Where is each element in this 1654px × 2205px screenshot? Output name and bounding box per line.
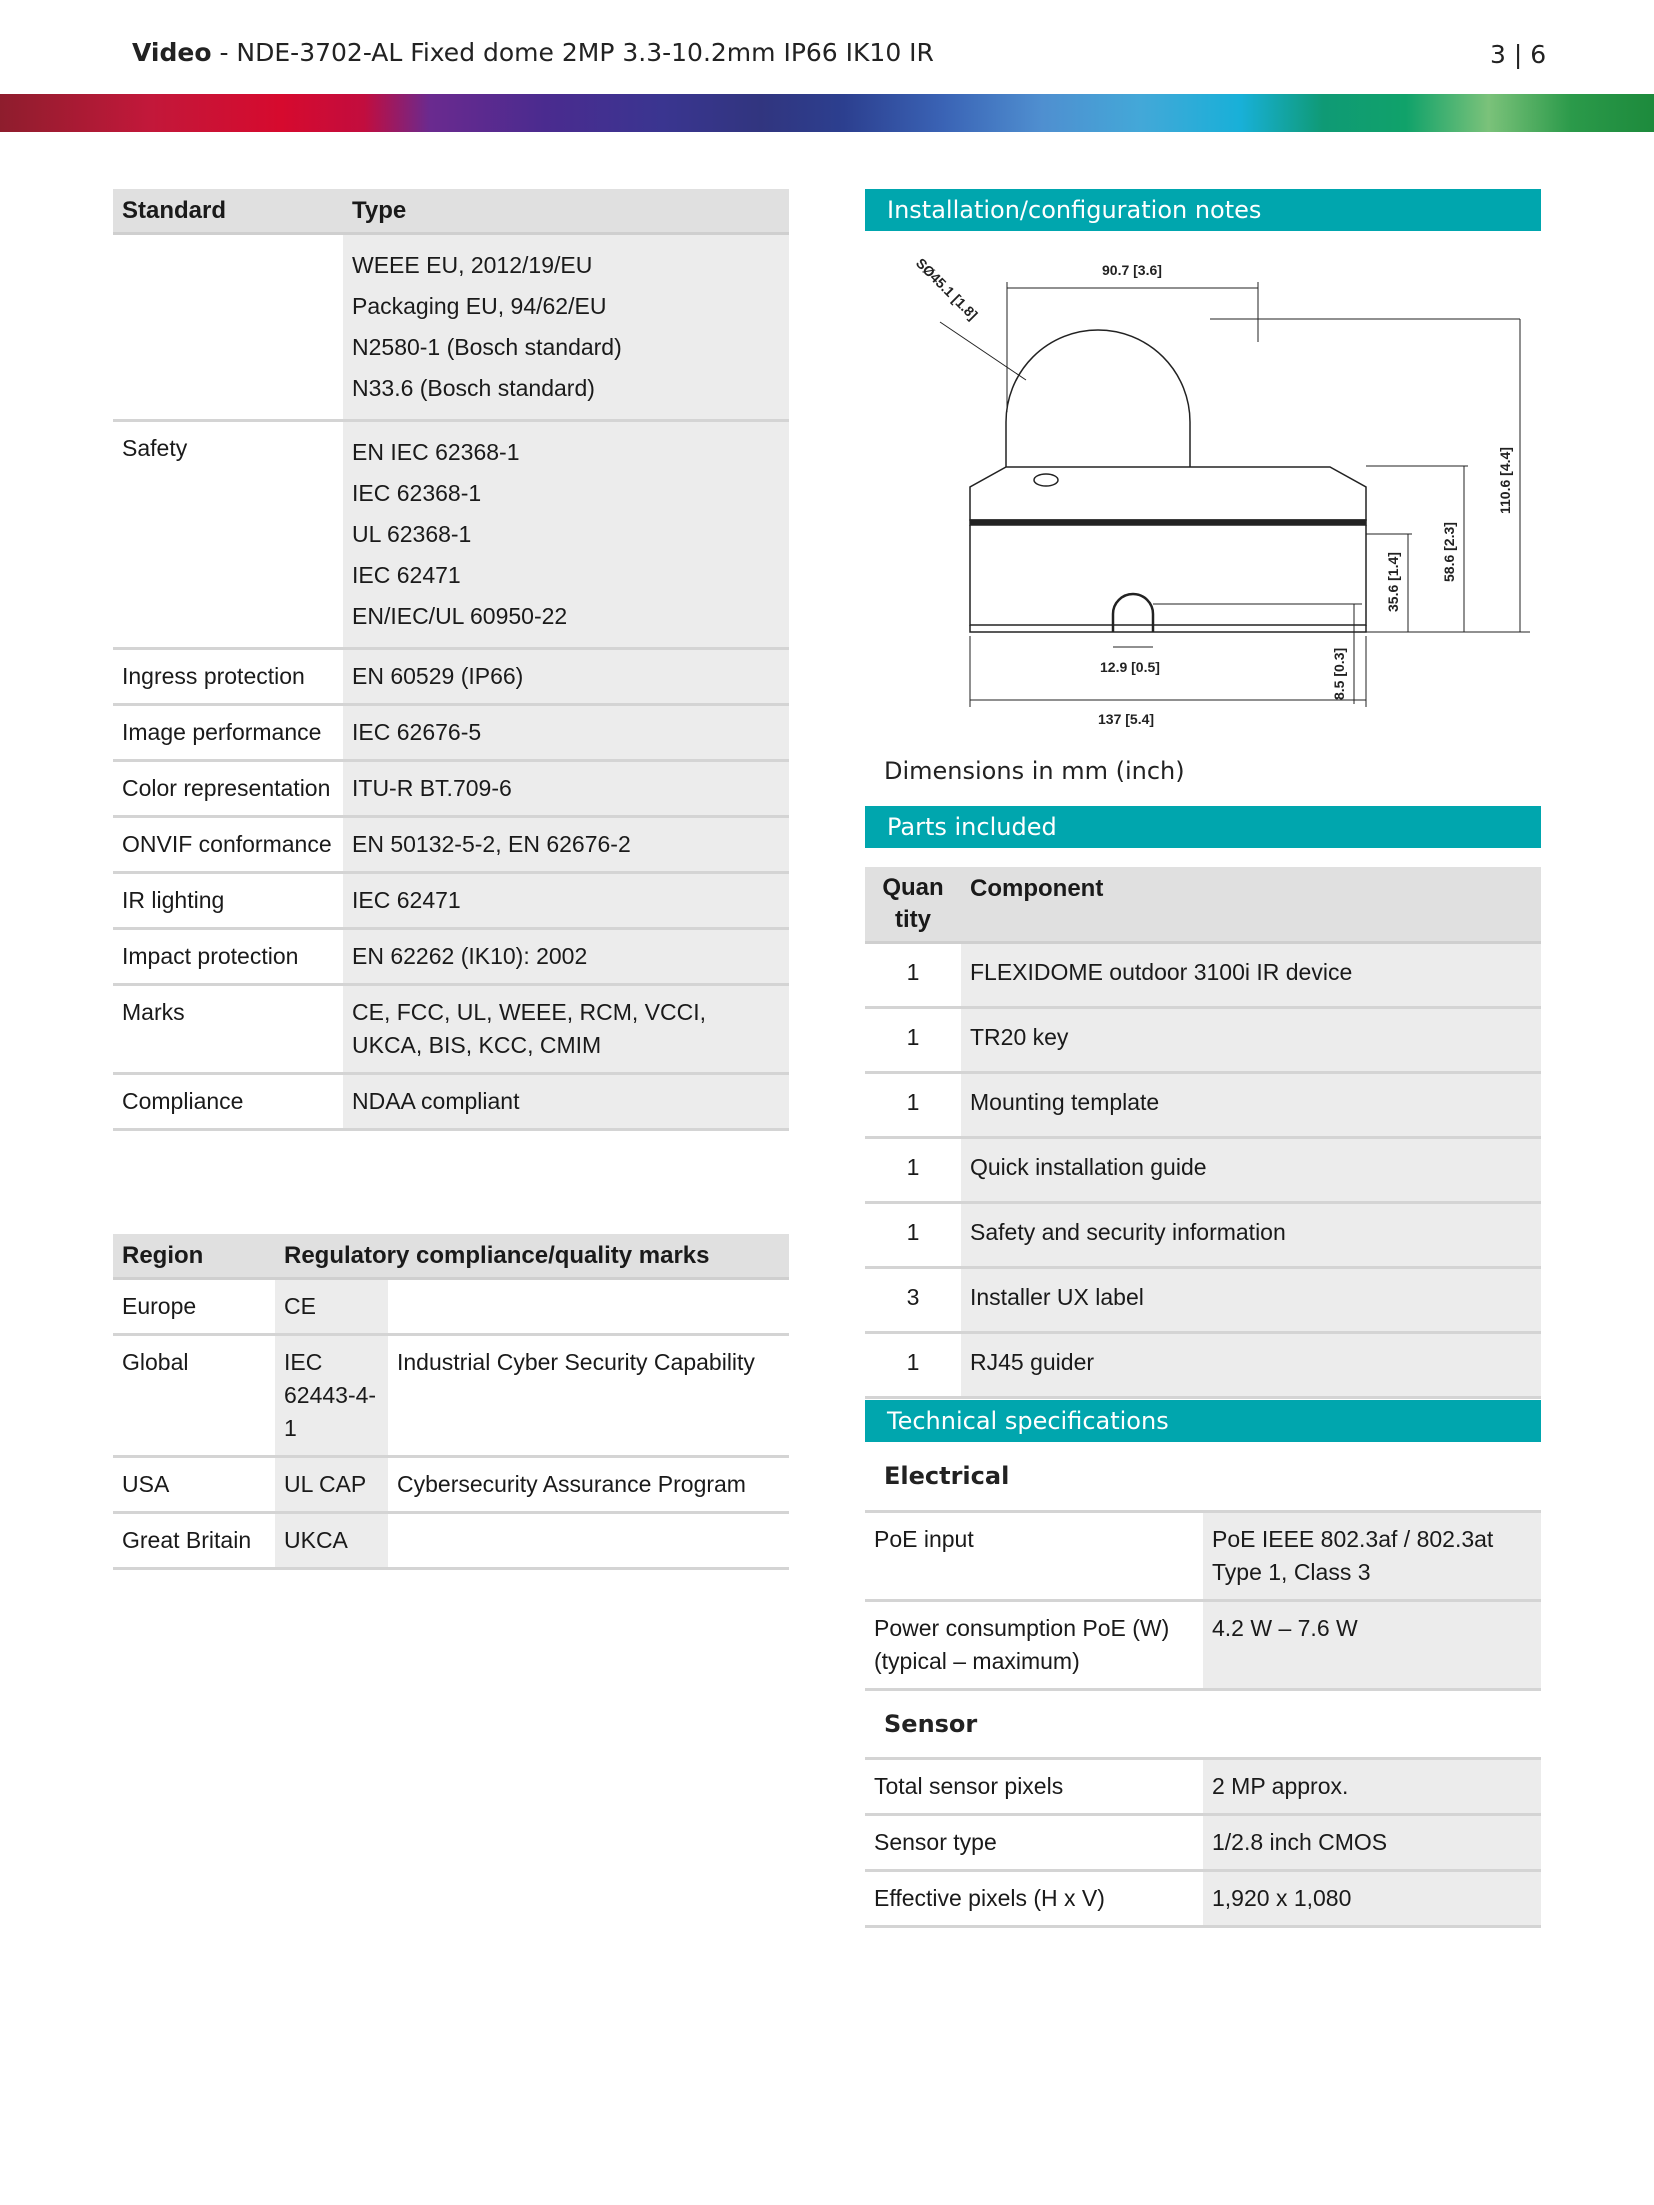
spec-label: Sensor type: [865, 1815, 1203, 1871]
standards-row: [113, 817, 789, 873]
dim-height-total: 110.6 [4.4]: [1497, 447, 1513, 514]
standard-type-value: WEEE EU, 2012/19/EU: [352, 252, 593, 278]
dim-height-body: 58.6 [2.3]: [1441, 522, 1457, 582]
dim-sphere: SØ45.1 [1.8]: [912, 254, 981, 323]
part-quantity: 3: [865, 1268, 961, 1333]
region-mark-description: [388, 1279, 789, 1335]
parts-row: [865, 943, 1541, 1008]
spec-value: 1,920 x 1,080: [1203, 1871, 1541, 1927]
part-component: RJ45 guider: [961, 1333, 1541, 1398]
dim-slot: 12.9 [0.5]: [1100, 659, 1160, 675]
standard-name: Marks: [113, 985, 343, 1074]
standard-type-value: UL 62368-1: [352, 521, 472, 547]
part-component: Installer UX label: [961, 1268, 1541, 1333]
component-col-header: Component: [961, 867, 1541, 943]
part-quantity: 1: [865, 1333, 961, 1398]
standard-type-value: IEC 62368-1: [352, 480, 482, 506]
standards-col-header: Standard: [113, 189, 343, 234]
region-section: [113, 1234, 789, 1570]
screw-hole: [1034, 474, 1058, 486]
spec-row: [865, 1760, 1541, 1815]
standard-type-value: IEC 62471: [352, 562, 461, 588]
parts-row: [865, 1008, 1541, 1073]
electrical-section: [865, 1510, 1541, 1691]
region-header-row: [113, 1234, 789, 1279]
standard-name: Safety: [113, 421, 343, 649]
standards-row: [113, 761, 789, 817]
standard-name: Impact protection: [113, 929, 343, 985]
spec-value: 2 MP approx.: [1203, 1760, 1541, 1815]
region-mark: IEC 62443-4-1: [275, 1335, 388, 1457]
sensor-section: [865, 1757, 1541, 1928]
electrical-subheading: Electrical: [884, 1462, 1010, 1490]
parts-row: [865, 1268, 1541, 1333]
seal-ring: [970, 520, 1366, 525]
region-mark-description: Industrial Cyber Security Capability: [388, 1335, 789, 1457]
region-name: Great Britain: [113, 1513, 275, 1569]
page-header: [132, 38, 934, 67]
housing-top: [970, 467, 1366, 520]
sensor-subheading: Sensor: [884, 1710, 978, 1738]
parts-table: [865, 867, 1541, 1399]
standard-type-value: EN 62262 (IK10): 2002: [352, 943, 588, 969]
standard-type-value: EN 60529 (IP66): [352, 663, 524, 689]
dim-height-lower: 35.6 [1.4]: [1385, 552, 1401, 612]
standard-name: Ingress protection: [113, 649, 343, 705]
region-mark-description: Cybersecurity Assurance Program: [388, 1457, 789, 1513]
standard-type-value: IEC 62676-5: [352, 719, 482, 745]
spec-value: 1/2.8 inch CMOS: [1203, 1815, 1541, 1871]
spec-value: 4.2 W – 7.6 W: [1203, 1601, 1541, 1690]
standard-type-value: N2580-1 (Bosch standard): [352, 334, 622, 360]
part-component: Safety and security information: [961, 1203, 1541, 1268]
spec-label: Effective pixels (H x V): [865, 1871, 1203, 1927]
standards-row: [113, 421, 789, 649]
region-name: USA: [113, 1457, 275, 1513]
header-title: - NDE-3702-AL Fixed dome 2MP 3.3-10.2mm IP66 IK10 IR: [219, 38, 934, 67]
standard-types: [343, 705, 789, 761]
region-mark: UL CAP: [275, 1457, 388, 1513]
dome-outline: [1006, 330, 1190, 467]
standards-row: [113, 1074, 789, 1130]
dim-width-base: 137 [5.4]: [1098, 711, 1155, 727]
parts-row: [865, 1333, 1541, 1398]
standard-type-value: CE, FCC, UL, WEEE, RCM, VCCI, UKCA, BIS, KCC, CMIM: [352, 999, 706, 1058]
region-row: [113, 1335, 789, 1457]
housing-body: [970, 525, 1366, 625]
dim-width-top: 90.7 [3.6]: [1102, 262, 1162, 278]
standards-row: [113, 649, 789, 705]
standard-types: [343, 985, 789, 1074]
region-mark: UKCA: [275, 1513, 388, 1569]
standards-header-row: [113, 189, 789, 234]
standard-name: [113, 234, 343, 421]
region-name: Global: [113, 1335, 275, 1457]
standard-type-value: EN IEC 62368-1: [352, 439, 520, 465]
standards-table: [113, 189, 789, 1131]
dim-height-base: 8.5 [0.3]: [1331, 647, 1347, 700]
part-quantity: 1: [865, 1008, 961, 1073]
spec-row: [865, 1871, 1541, 1927]
part-quantity: 1: [865, 1073, 961, 1138]
region-table: [113, 1234, 789, 1570]
housing-base: [970, 625, 1366, 632]
standard-name: IR lighting: [113, 873, 343, 929]
spec-row: [865, 1815, 1541, 1871]
parts-section: [865, 867, 1541, 1399]
spec-row: [865, 1513, 1541, 1601]
standards-section: [113, 189, 789, 1131]
parts-header-row: [865, 867, 1541, 943]
standard-types: [343, 421, 789, 649]
region-col-header: Region: [113, 1234, 275, 1279]
parts-heading: Parts included: [865, 806, 1541, 848]
standard-name: Compliance: [113, 1074, 343, 1130]
standard-type-value: ITU-R BT.709-6: [352, 775, 512, 801]
standard-name: ONVIF conformance: [113, 817, 343, 873]
spec-row: [865, 1601, 1541, 1690]
region-row: [113, 1513, 789, 1569]
part-component: TR20 key: [961, 1008, 1541, 1073]
electrical-table: [865, 1513, 1541, 1691]
header-category: Video: [132, 38, 212, 67]
standards-row: [113, 873, 789, 929]
type-col-header: Type: [343, 189, 789, 234]
tech-heading: Technical specifications: [865, 1400, 1541, 1442]
standard-type-value: EN/IEC/UL 60950-22: [352, 603, 568, 629]
dimension-diagram: [870, 252, 1540, 732]
standards-row: [113, 929, 789, 985]
standard-name: Color representation: [113, 761, 343, 817]
standards-row: [113, 985, 789, 1074]
page-number: 3 | 6: [1490, 40, 1547, 69]
region-name: Europe: [113, 1279, 275, 1335]
marks-col-header: Regulatory compliance/quality marks: [275, 1234, 789, 1279]
standard-type-value: N33.6 (Bosch standard): [352, 375, 595, 401]
standard-type-value: IEC 62471: [352, 887, 461, 913]
standards-row: [113, 234, 789, 421]
region-mark: CE: [275, 1279, 388, 1335]
parts-row: [865, 1138, 1541, 1203]
parts-row: [865, 1203, 1541, 1268]
standard-name: Image performance: [113, 705, 343, 761]
standard-type-value: EN 50132-5-2, EN 62676-2: [352, 831, 631, 857]
part-component: FLEXIDOME outdoor 3100i IR device: [961, 943, 1541, 1008]
sensor-table: [865, 1760, 1541, 1928]
parts-row: [865, 1073, 1541, 1138]
standard-types: [343, 929, 789, 985]
part-component: Mounting template: [961, 1073, 1541, 1138]
standards-row: [113, 705, 789, 761]
decorative-color-band: [0, 94, 1654, 132]
region-row: [113, 1457, 789, 1513]
region-mark-description: [388, 1513, 789, 1569]
standard-type-value: Packaging EU, 94/62/EU: [352, 293, 607, 319]
quantity-col-header: Quan tity: [865, 867, 961, 943]
standard-types: [343, 873, 789, 929]
diagram-caption: Dimensions in mm (inch): [884, 757, 1185, 785]
spec-label: Power consumption PoE (W) (typical – maximum): [865, 1601, 1203, 1690]
cable-slot: [1113, 594, 1153, 632]
standard-type-value: NDAA compliant: [352, 1088, 520, 1114]
part-quantity: 1: [865, 1138, 961, 1203]
spec-label: PoE input: [865, 1513, 1203, 1601]
installation-heading: Installation/configuration notes: [865, 189, 1541, 231]
spec-label: Total sensor pixels: [865, 1760, 1203, 1815]
standard-types: [343, 234, 789, 421]
standard-types: [343, 817, 789, 873]
standard-types: [343, 1074, 789, 1130]
part-quantity: 1: [865, 1203, 961, 1268]
region-row: [113, 1279, 789, 1335]
standard-types: [343, 761, 789, 817]
part-component: Quick installation guide: [961, 1138, 1541, 1203]
part-quantity: 1: [865, 943, 961, 1008]
spec-value: PoE IEEE 802.3af / 802.3at Type 1, Class 3: [1203, 1513, 1541, 1601]
standard-types: [343, 649, 789, 705]
